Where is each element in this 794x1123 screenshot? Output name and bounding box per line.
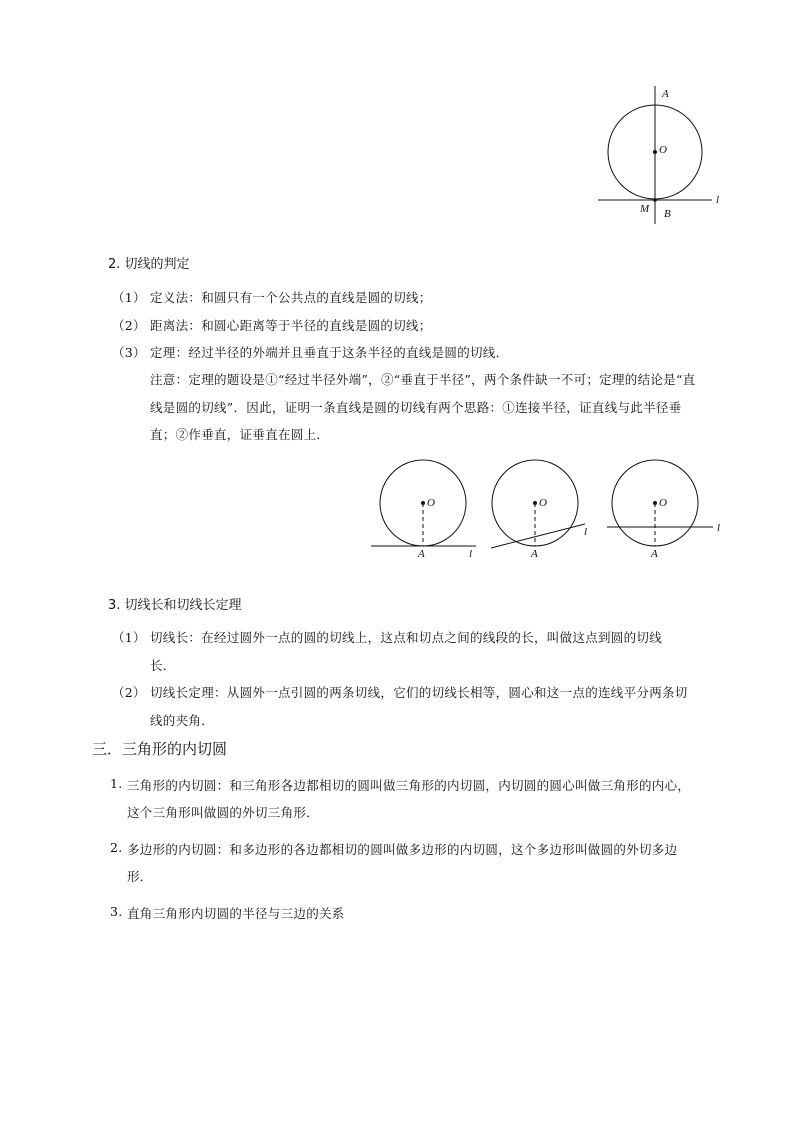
tangent-point (653, 198, 657, 202)
part3-item-number-3: 3. (110, 904, 123, 919)
label-A-left: A (418, 548, 425, 560)
part-title-incircle: 三．三角形的内切圆 (92, 740, 228, 758)
section-heading-tangent-length: 3. 切线长和切线长定理 (108, 598, 242, 613)
item-text-definition: 定义法：和圆只有一个公共点的直线是圆的切线； (150, 290, 432, 305)
label-O-right: O (659, 497, 667, 509)
item-number-tl-2: （2） (112, 685, 146, 700)
item-text-tl-1-line-1: 切线长：在经过圆外一点的圆的切线上，这点和切点之间的线段的长，叫做这点到圆的切线 (150, 630, 663, 645)
part3-item-1-line-1: 三角形的内切圆：和三角形各边都相切的圆叫做三角形的内切圆，内切圆的圆心叫做三角形的内心， (127, 778, 691, 793)
label-A: A (662, 88, 669, 100)
center-point (653, 150, 657, 154)
label-l-right: l (717, 522, 721, 534)
item-text-theorem: 定理：经过半径的外端并且垂直于这条半径的直线是圆的切线． (150, 345, 509, 360)
item-text-tl-2-line-2: 线的夹角． (150, 713, 215, 728)
label-l-middle: l (584, 526, 588, 538)
part3-item-number-1: 1. (110, 776, 123, 791)
label-A-right: A (651, 548, 658, 560)
figure-tangent-circle (590, 80, 730, 230)
figure-case-slanted (491, 460, 587, 560)
item-number-1: （1） (112, 290, 146, 305)
part3-item-2-line-1: 多边形的内切圆：和多边形的各边都相切的圆叫做多边形的内切圆，这个多边形叫做圆的外切多边 (127, 842, 678, 857)
item-number-tl-1: （1） (112, 630, 146, 645)
part3-item-number-2: 2. (110, 840, 123, 855)
item-text-distance: 距离法：和圆心距离等于半径的直线是圆的切线； (150, 318, 432, 333)
item-number-2: （2） (112, 318, 146, 333)
label-M: M (640, 203, 650, 215)
item-text-tl-2-line-1: 切线长定理：从圆外一点引圆的两条切线，它们的切线长相等，圆心和这一点的连线平分两条切 (150, 685, 688, 700)
label-l-left: l (469, 548, 473, 560)
label-A-middle: A (531, 548, 538, 560)
label-O-middle: O (539, 497, 547, 509)
label-O: O (659, 144, 667, 156)
label-B: B (664, 208, 671, 220)
label-l: l (716, 194, 720, 206)
note-line-1: 注意：定理的题设是①“经过半径外端”，②“垂直于半径”，两个条件缺一不可；定理的结论是“直 (150, 372, 696, 387)
figure-three-line-positions (360, 450, 740, 570)
figure-case-tangent (371, 460, 476, 560)
note-line-3: 直；②作垂直，证垂直在圆上． (150, 427, 330, 442)
figure-case-secant (607, 460, 720, 560)
part3-item-1-line-2: 这个三角形叫做圆的外切三角形． (127, 805, 320, 820)
note-line-2: 线是圆的切线”．因此，证明一条直线是圆的切线有两个思路：①连接半径，证直线与此半径垂 (150, 400, 682, 415)
part3-item-3-line-1: 直角三角形内切圆的半径与三边的关系 (127, 906, 345, 921)
section-heading-tangent-criteria: 2. 切线的判定 (108, 257, 190, 272)
item-text-tl-1-line-2: 长． (150, 658, 176, 673)
item-number-3: （3） (112, 345, 146, 360)
part3-item-2-line-2: 形． (127, 869, 153, 884)
label-O-left: O (427, 497, 435, 509)
